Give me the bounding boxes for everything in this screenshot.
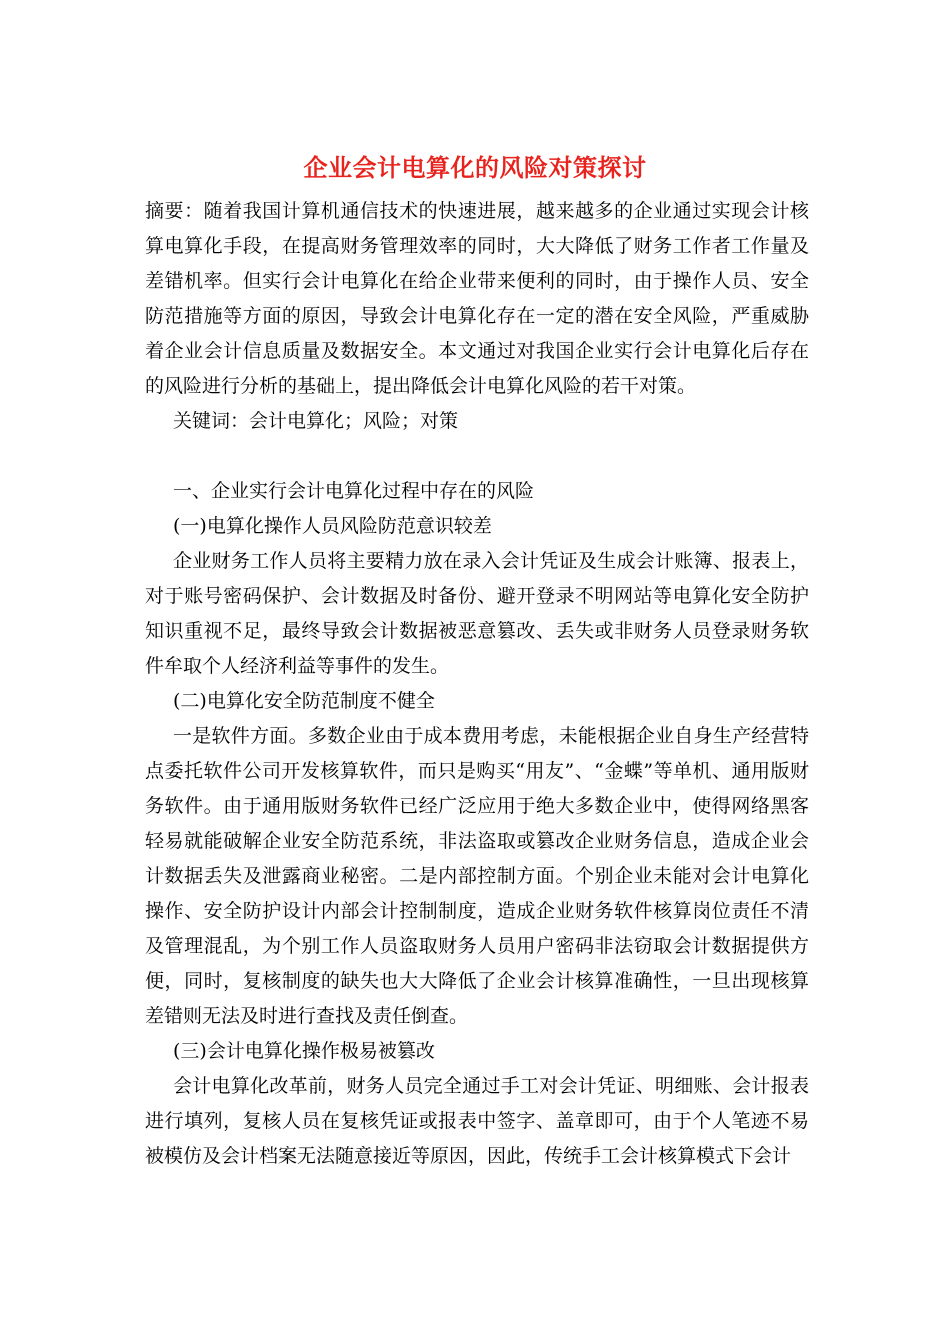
- body-paragraph: 一是软件方面。多数企业由于成本费用考虑，未能根据企业自身生产经营特点委托软件公司开发核算软件，而只是购买“用友”、“金蝶”等单机、通用版财务软件。由于通用版财务软件已经广泛应用于绝大多数企业中，使得网络黑客轻易就能破解企业安全防范系统，非法盗取或篡改企业财务信息，造成企业会计数据丢失及泄露商业秘密。二是内部控制方面。个别企业未能对会计电算化操作、安全防护设计内部会计控制制度，造成企业财务软件核算岗位责任不清及管理混乱，为个别工作人员盗取财务人员用户密码非法窃取会计数据提供方便，同时，复核制度的缺失也大大降低了企业会计核算准确性，一旦出现核算差错则无法及时进行查找及责任倒查。: [145, 725, 809, 1027]
- subsection-heading: (三)会计电算化操作极易被篡改: [173, 1040, 435, 1062]
- abstract-paragraph: 摘要：随着我国计算机通信技术的快速进展，越来越多的企业通过实现会计核算电算化手段，在提高财务管理效率的同时，大大降低了财务工作者工作量及差错机率。但实行会计电算化在给企业带来便利的同时，由于操作人员、安全防范措施等方面的原因，导致会计电算化存在一定的潜在安全风险，严重威胁着企业会计信息质量及数据安全。本文通过对我国企业实行会计电算化后存在的风险进行分析的基础上，提出降低会计电算化风险的若干对策。: [145, 200, 809, 397]
- keywords-line: 关键词：会计电算化；风险；对策: [173, 410, 459, 432]
- body-paragraph: 企业财务工作人员将主要精力放在录入会计凭证及生成会计账簿、报表上，对于账号密码保护、会计数据及时备份、避开登录不明网站等电算化安全防护知识重视不足，最终导致会计数据被恶意篡改、丢失或非财务人员登录财务软件牟取个人经济利益等事件的发生。: [145, 550, 809, 677]
- document-title: 企业会计电算化的风险对策探讨: [303, 153, 647, 182]
- subsection-heading: (一)电算化操作人员风险防范意识较差: [173, 515, 492, 537]
- blank-line: [145, 439, 809, 474]
- subsection-heading: (二)电算化安全防范制度不健全: [173, 690, 435, 712]
- section-heading: 一、企业实行会计电算化过程中存在的风险: [173, 480, 535, 502]
- document-body: [145, 194, 809, 1174]
- body-paragraph: 会计电算化改革前，财务人员完全通过手工对会计凭证、明细账、会计报表进行填列，复核人员在复核凭证或报表中签字、盖章即可，由于个人笔迹不易被模仿及会计档案无法随意接近等原因，因此，传统手工会计核算模式下会计: [145, 1075, 809, 1167]
